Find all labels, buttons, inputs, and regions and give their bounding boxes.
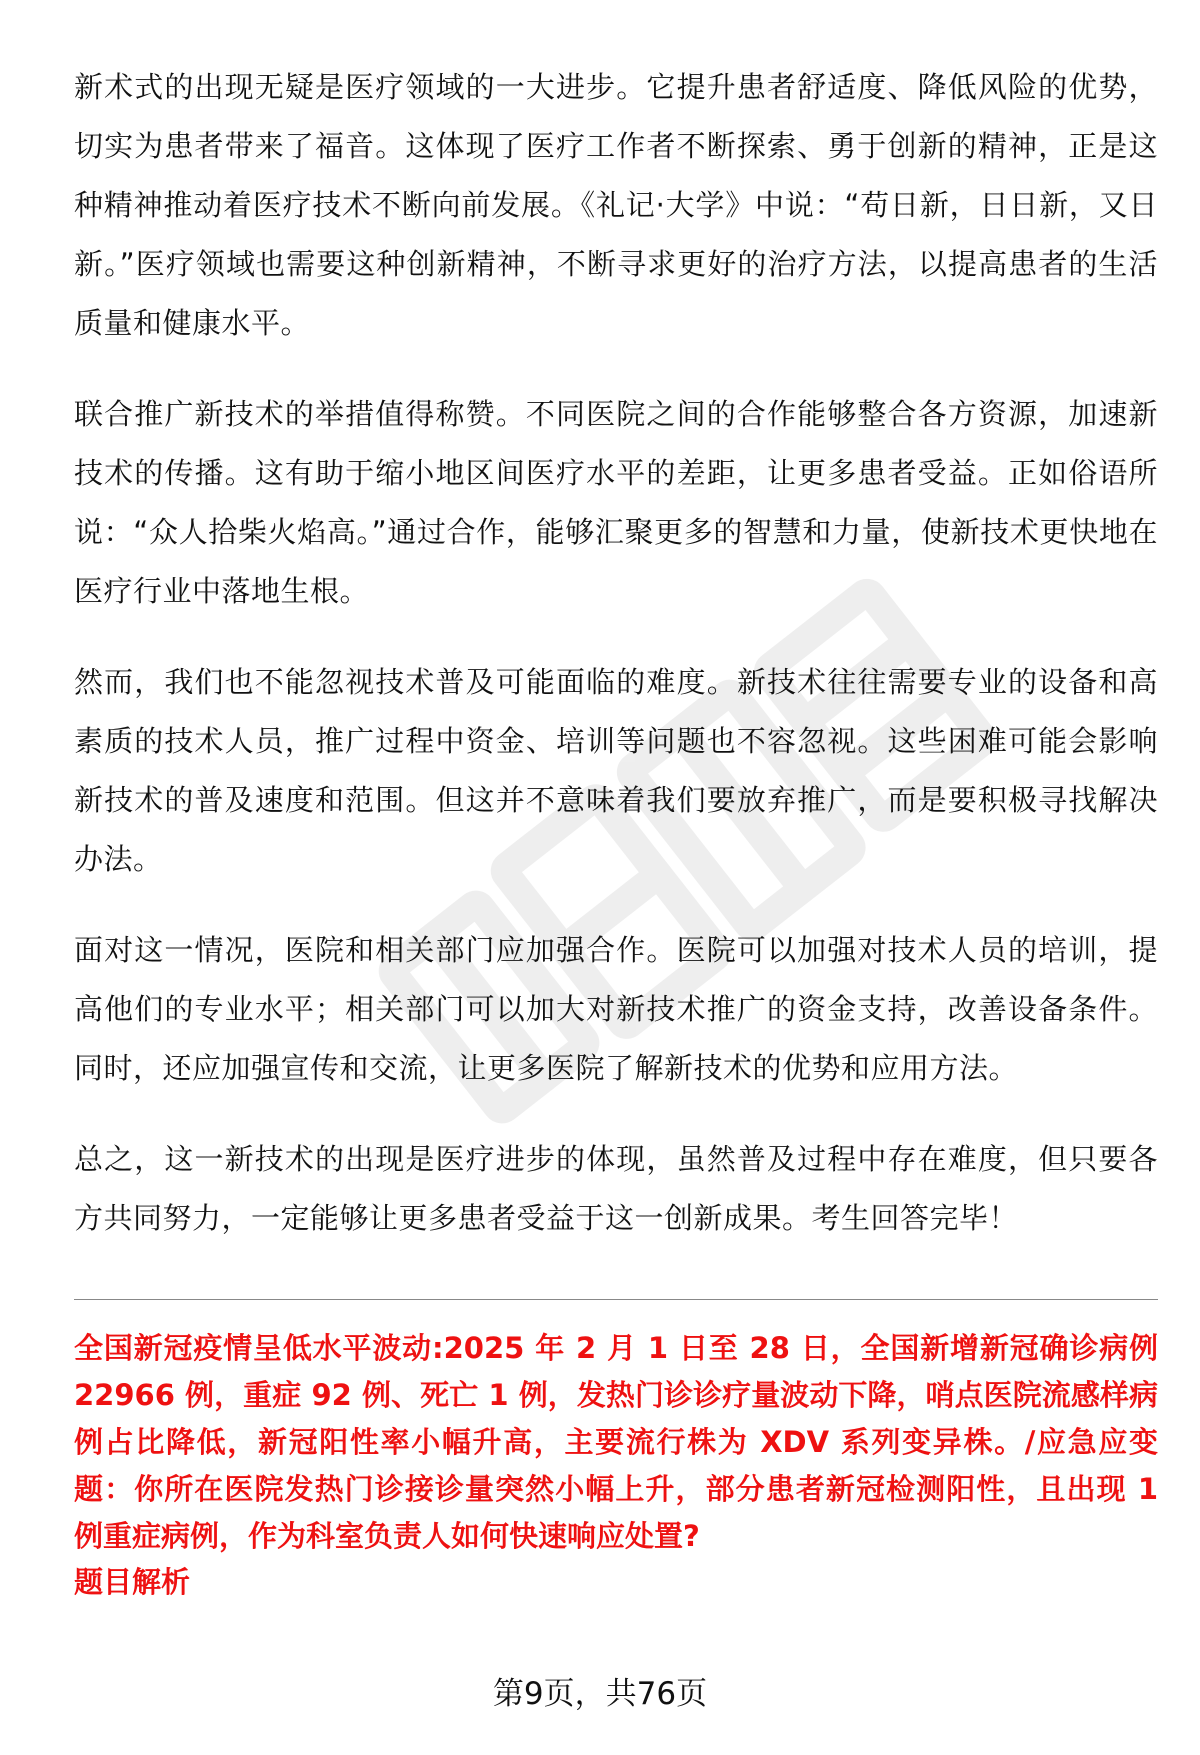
body-text <box>74 58 1158 1280</box>
section-divider <box>74 1299 1158 1300</box>
paragraph: 联合推广新技术的举措值得称赞。不同医院之间的合作能够整合各方资源，加速新技术的传播。这有助于缩小地区间医疗水平的差距，让更多患者受益。正如俗语所说：“众人拾柴火焰高。”通过合作，能够汇聚更多的智慧和力量，使新技术更快地在医疗行业中落地生根。 <box>74 397 1158 608</box>
question-text: 全国新冠疫情呈低水平波动:2025 年 2 月 1 日至 28 日，全国新增新冠确诊病例 22966 例，重症 92 例、死亡 1 例，发热门诊诊疗量波动下降，哨点医院流感样病例占比降低，新冠阳性率小幅升高，主要流行株为 XDV 系列变异株。/应急应变题：你所在医院发热门诊接诊量突然小幅上升，部分患者新冠检测阳性，且出现 1 例重症病例，作为科室负责人如何快速响应处置? <box>74 1331 1158 1553</box>
paragraph: 然而，我们也不能忽视技术普及可能面临的难度。新技术往往需要专业的设备和高素质的技术人员，推广过程中资金、培训等问题也不容忽视。这些困难可能会影响新技术的普及速度和范围。但这并不意味着我们要放弃推广，而是要积极寻找解决办法。 <box>74 665 1158 876</box>
paragraph: 总之，这一新技术的出现是医疗进步的体现，虽然普及过程中存在难度，但只要各方共同努力，一定能够让更多患者受益于这一创新成果。考生回答完毕！ <box>74 1142 1158 1235</box>
analysis-heading: 题目解析 <box>74 1565 191 1599</box>
paragraph: 面对这一情况，医院和相关部门应加强合作。医院可以加强对技术人员的培训，提高他们的专业水平；相关部门可以加大对新技术推广的资金支持，改善设备条件。同时，还应加强宣传和交流，让更多医院了解新技术的优势和应用方法。 <box>74 933 1158 1085</box>
paragraph: 新术式的出现无疑是医疗领域的一大进步。它提升患者舒适度、降低风险的优势，切实为患者带来了福音。这体现了医疗工作者不断探索、勇于创新的精神，正是这种精神推动着医疗技术不断向前发展。《礼记·大学》中说：“苟日新，日日新，又日新。”医疗领域也需要这种创新精神，不断寻求更好的治疗方法，以提高患者的生活质量和健康水平。 <box>74 70 1158 340</box>
page-number-footer: 第9页，共76页 <box>492 1676 708 1712</box>
